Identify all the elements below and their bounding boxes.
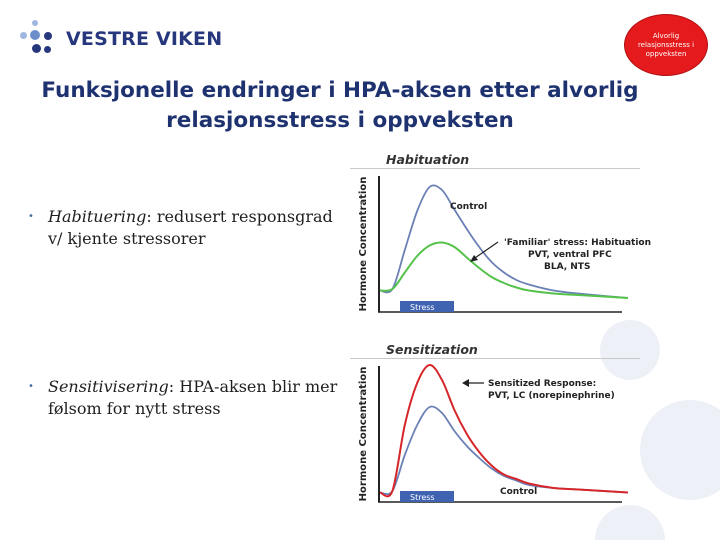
topic-badge-label: Alvorlig relasjonsstress i oppveksten: [637, 31, 695, 58]
annotation-sensitized: Sensitized Response:: [488, 379, 597, 389]
chart-title-rule: [350, 168, 640, 169]
logo-dots-icon: [16, 18, 58, 58]
sensitization-chart-svg: [350, 338, 640, 510]
bullet-item: [28, 206, 348, 250]
habituation-chart-svg: [350, 148, 652, 320]
bullet-icon: •: [28, 211, 34, 222]
bullet-text: : HPA-aksen blir mer følsom for nytt stress: [48, 377, 338, 418]
organization-logo: [16, 16, 222, 60]
logo-text: VESTRE VIKEN: [66, 28, 223, 50]
bullet-text: : redusert responsgrad v/ kjente stressorer: [48, 207, 333, 248]
slide-title: Funksjonelle endringer i HPA-aksen etter alvorlig relasjonsstress i oppveksten: [41, 78, 639, 133]
annotation-regions: BLA, NTS: [544, 262, 591, 272]
annotation-regions: PVT, ventral PFC: [528, 250, 612, 260]
annotation-arrowhead: [462, 379, 469, 387]
stress-label: Stress: [410, 493, 435, 502]
background-circle: [640, 400, 720, 500]
topic-badge: [624, 14, 708, 76]
chart-title: Habituation: [386, 152, 470, 167]
annotation-habituation: 'Familiar' stress: Habituation: [504, 238, 652, 248]
bullet-term: Sensitivisering: [48, 377, 169, 396]
sensitization-chart: [350, 338, 640, 510]
chart-title-rule: [350, 358, 640, 359]
y-axis-label: Hormone Concentration: [358, 176, 369, 312]
y-axis-label: Hormone Concentration: [358, 366, 369, 502]
annotation-control: Control: [500, 487, 538, 497]
background-circle: [595, 505, 665, 540]
habituation-chart: [350, 148, 652, 320]
stress-label: Stress: [410, 303, 435, 312]
bullet-item: [28, 376, 348, 420]
series-line-control: [380, 406, 628, 494]
annotation-regions: PVT, LC (norepinephrine): [488, 391, 615, 401]
annotation-control: Control: [450, 202, 488, 212]
bullet-term: Habituering: [48, 207, 147, 226]
chart-title: Sensitization: [386, 342, 478, 357]
bullet-icon: •: [28, 381, 34, 392]
annotation-arrow: [472, 242, 498, 260]
